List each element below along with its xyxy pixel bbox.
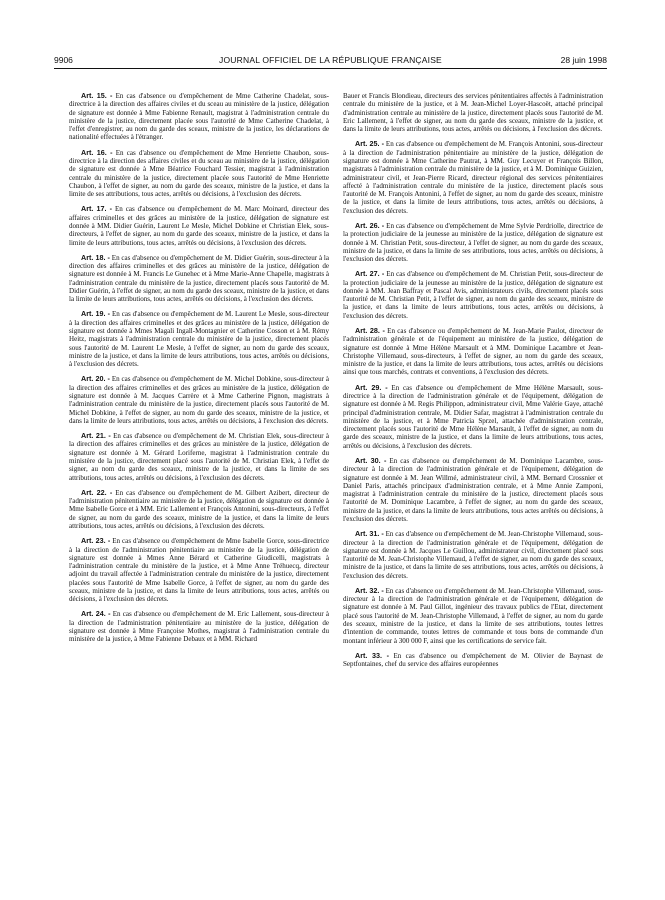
article-paragraph xyxy=(343,384,603,450)
article-text: En cas d'absence ou d'empêchement de Mme Sylvie Perdriolle, directrice de la protection judiciaire de la jeunesse au ministère de la justice, délégation de signature est donnée à M. Christian Petit, sous-directeur, à l'effet de signer, au nom du garde des sceaux, ministre de la justice, et dans la limite de ses attributions, tous actes, arrêtés ou décisions, à l'exclusion des décrets. xyxy=(343,221,603,264)
right-column xyxy=(343,92,603,892)
issue-date: 28 juin 1998 xyxy=(560,55,607,65)
article-paragraph xyxy=(69,537,329,603)
left-column xyxy=(69,92,329,892)
article-paragraph xyxy=(343,652,603,669)
article-text: En cas d'absence ou d'empêchement de M. Olivier de Baynast de Septfontaines, chef du service des affaires européennes xyxy=(343,651,603,669)
article-label: Art. 15. - xyxy=(81,92,113,100)
article-label: Art. 18. - xyxy=(81,252,110,262)
article-paragraph xyxy=(343,587,603,645)
article-text: En cas d'absence ou d'empêchement de M. Jean-Christophe Villemaud, sous-directeur à la direction de l'administration générale et de l'équipement, délégation de signature est donnée à M. Paul Gillot, ingénieur des travaux publics de l'Etat, directement placé sous l'autorité de M. Jean-Christophe Villemaud, à l'effet de signer, au nom du garde des sceaux, ministre de la justice, et dans la limite de ses attributions, toutes lettres d'intention de commande, toutes lettres de commande et tous bons de commande d'un montant inférieur à 300 000 F, ainsi que les certifications de service fait. xyxy=(343,586,603,645)
article-paragraph xyxy=(343,140,603,215)
article-text: En cas d'absence ou d'empêchement de Mme Henriette Chaubon, sous-directrice à la direction des affaires civiles et du sceau au ministère de la justice, délégation de signature est donnée à Mme Béatrice Fouchard Tessier, magistrat à l'administration centrale du ministère de la justice, directement placée sous l'autorité de Mme Henriette Chaubon, à l'effet de signer, au nom du garde des sceaux, ministre de la justice, et dans la limite de ses attributions, tous actes, arrêtés ou décisions, à l'exclusion des décrets. xyxy=(69,148,329,199)
page-number: 9906 xyxy=(54,55,73,65)
article-text: En cas d'absence ou d'empêchement de M. Gilbert Azibert, directeur de l'administration pénitentiaire au ministère de la justice, délégation de signature est donnée à Mme Isabelle Gorce et à MM. Eric Lallement et François Antonini, sous-directeurs, à l'effet de signer, au nom du garde des sceaux, ministre de la justice, et dans la limite de leurs attributions, tous actes, arrêtés ou décisions, à l'exclusion des décrets. xyxy=(69,488,329,530)
article-paragraph xyxy=(69,254,329,304)
article-label: Art. 33. - xyxy=(355,650,390,660)
article-text: En cas d'absence ou d'empêchement de M. François Antonini, sous-directeur à la direction de l'administration pénitentiaire au ministère de la justice, délégation de signature est donnée à Mme Catherine Pautrat, à MM. Guy Lecuyer et François Billon, magistrats à l'administration centrale du ministère de la justice, et à M. Dominique Guizien, administrateur civil, et Jean-Pierre Ricard, directeur régional des services pénitentiaires affecté à l'administration centrale du ministère de la justice, directement placés sous l'autorité de M. François Antonini, à l'effet de signer, au nom du garde des sceaux, ministre de la justice, et dans la limite de leurs attributions, tous actes, arrêtés ou décisions, à l'exclusion des décrets. xyxy=(343,140,603,215)
article-label: Art. 21. - xyxy=(81,431,111,441)
journal-title: JOURNAL OFFICIEL DE LA RÉPUBLIQUE FRANÇAISE xyxy=(219,55,442,65)
article-text: En cas d'absence ou d'empêchement de M. Didier Guérin, sous-directeur à la direction des affaires criminelles et des grâces au ministère de la justice, délégation de signature est donnée à M. Francis Le Gunehec et à Mme Marie-Anne Chapelle, magistrats à l'administration centrale du ministère de la justice, directement placés sous l'autorité de M. Didier Guérin, à l'effet de signer, au nom du garde des sceaux, ministre de la justice, et dans la limite de leurs attributions, tous actes, arrêtés ou décisions, à l'exclusion des décrets. xyxy=(69,253,329,304)
page-header xyxy=(54,55,607,67)
article-text: En cas d'absence ou d'empêchement de Mme Catherine Chadelat, sous-directrice à la direction des affaires civiles et du sceau au ministère de la justice, délégation de signature est donnée à Mme Fabienne Renault, magistrat à l'administration centrale du ministère de la justice, directement placée sous l'autorité de Mme Catherine Chadelat, à l'effet d'enregistrer, au nom du garde des sceaux, ministre de la justice, les déclarations de nationalité effectuées à l'étranger. xyxy=(69,92,329,142)
article-label: Art. 26. - xyxy=(355,220,385,230)
article-paragraph xyxy=(343,92,603,133)
article-label: Art. 28. - xyxy=(355,326,385,336)
article-text: En cas d'absence ou d'empêchement de Mme Isabelle Gorce, sous-directrice à la direction de l'administration pénitentiaire au ministère de la justice, délégation de signature est donnée à Mmes Anne Bérard et Catherine Giudicelli, magistrats à l'administration centrale du ministère de la justice, et à Mme Anne Tréhuecq, directeur adjoint du travail affectée à l'administration centrale du ministère de la justice, directement placées sous l'autorité de Mme Isabelle Gorce, à l'effet de signer, au nom du garde des sceaux, ministre de la justice, et dans la limite de leurs attributions, tous actes, arrêtés ou décisions, à l'exclusion des décrets. xyxy=(69,537,329,604)
article-text: En cas d'absence ou d'empêchement de M. Laurent Le Mesle, sous-directeur à la direction des affaires criminelles et des grâces au ministère de la justice, délégation de signature est donnée à Mmes Magali Ingall-Montagnier et Catherine Cosson et à M. Rémy Heitz, magistrats à l'administration centrale du ministère de la justice, directement placés sous l'autorité de M. Laurent Le Mesle, à l'effet de signer, au nom du garde des sceaux, ministre de la justice, et dans la limite de leurs attributions, tous actes, arrêtés ou décisions, à l'exclusion des décrets. xyxy=(69,310,329,369)
article-paragraph xyxy=(69,610,329,643)
article-paragraph xyxy=(69,489,329,530)
article-paragraph xyxy=(343,327,603,377)
article-text: Bauer et Francis Blondieau, directeurs des services pénitentiaires affectés à l'administration centrale du ministère de la justice, et à M. Jean-Michel Loyer-Hascoët, attaché principal d'administration centrale au ministère de la justice, directement placés sous l'autorité de M. Eric Lallement, à l'effet de signer, au nom du garde des sceaux, ministre de la justice, et dans la limite de leurs attributions, tous actes, arrêtés ou décisions, à l'exclusion des décrets. xyxy=(343,92,603,134)
article-label: Art. 27. - xyxy=(355,269,385,279)
article-label: Art. 30. - xyxy=(355,455,387,465)
article-paragraph xyxy=(69,310,329,368)
article-label: Art. 24. - xyxy=(81,609,111,619)
article-paragraph xyxy=(69,149,329,199)
article-paragraph xyxy=(343,457,603,523)
header-rule xyxy=(54,68,607,69)
article-text: En cas d'absence ou d'empêchement de M. Eric Lallement, sous-directeur à la direction de l'administration pénitentiaire au ministère de la justice, délégation de signature est donnée à Mme Françoise Mothes, magistrat à l'administration centrale du ministère de la justice, à Mme Fabienne Debaux et à MM. Richard xyxy=(69,610,329,644)
article-label: Art. 32. - xyxy=(355,585,384,595)
article-paragraph xyxy=(69,92,329,142)
article-text: En cas d'absence ou d'empêchement de M. Michel Dobkine, sous-directeur à la direction des affaires criminelles et des grâces au ministère de la justice, délégation de signature est donnée à M. Jacques Carrère et à Mme Catherine Pignon, magistrats à l'administration centrale du ministère de la justice, directement placés sous l'autorité de M. Michel Dobkine, à l'effet de signer, au nom du garde des sceaux, ministre de la justice, et dans la limite de leurs attributions, tous actes, arrêtés ou décisions, à l'exclusion des décrets. xyxy=(69,375,329,425)
article-label: Art. 29. - xyxy=(355,382,388,392)
article-label: Art. 20. - xyxy=(81,374,110,384)
article-paragraph xyxy=(69,205,329,246)
article-paragraph xyxy=(343,222,603,263)
article-label: Art. 22. - xyxy=(81,487,113,497)
article-label: Art. 19. - xyxy=(81,309,111,319)
article-paragraph xyxy=(69,432,329,482)
article-text: En cas d'absence ou d'empêchement de M. Jean-Christophe Villemaud, sous-directeur à la direction de l'administration générale et de l'équipement, délégation de signature est donnée à M. Jacques Le Guillou, administrateur civil, directement placé sous l'autorité de M. Jean-Christophe Villemaud, à l'effet de signer, au nom du garde des sceaux, ministre de la justice, et dans la limite de ses attributions, tous actes, arrêtés ou décisions, à l'exclusion des décrets. xyxy=(343,530,603,580)
article-paragraph xyxy=(69,375,329,425)
article-label: Art. 31. - xyxy=(355,529,384,539)
article-text: En cas d'absence ou d'empêchement de M. Christian Petit, sous-directeur de la protection judiciaire de la jeunesse au ministère de la justice, délégation de signature est donnée à MM. Jean Baffray et Pascal Avis, administrateurs civils, directement placés sous l'autorité de M. Christian Petit, à l'effet de signer, au nom du garde des sceaux, ministre de la justice, et dans la limite de leurs attributions, tous actes, arrêtés ou décisions, à l'exclusion des décrets. xyxy=(343,270,603,320)
article-paragraph xyxy=(343,270,603,320)
article-text: En cas d'absence ou d'empêchement de M. Dominique Lacambre, sous-directeur à la direction de l'administration générale et de l'équipement, délégation de signature est donnée à M. Jean Willmé, administrateur civil, à MM. Bernard Crossnier et Daniel Paris, attachés principaux d'administration centrale, et à Mme Annie Zamponi, magistrat à l'administration centrale du ministère de la justice, directement placés sous l'autorité de M. Dominique Lacambre, à l'effet de signer, au nom du garde des sceaux, ministre de la justice, et dans la limite de leurs attributions, tous actes arrêtés ou décisions, à l'exclusion des décrets. xyxy=(343,456,603,523)
article-text: En cas d'absence ou d'empêchement de M. Christian Elek, sous-directeur à la direction des affaires criminelles et des grâces au ministère de la justice, délégation de signature est donnée à M. Gérard Loriferne, magistrat à l'administration centrale du ministère de la justice, directement placé sous l'autorité de M. Christian Elek, à l'effet de signer, au nom du garde des sceaux, ministre de la justice, et dans la limite de ses attributions, tous actes, arrêtés ou décisions, à l'exclusion des décrets. xyxy=(69,432,329,482)
article-text: En cas d'absence ou d'empêchement de Mme Hélène Marsault, sous-directrice à la direction de l'administration générale et de l'équipement, délégation de signature est donnée à M. Regis Philippon, administrateur civil, Mme Valérie Gaye, attaché principal d'administration centrale, M. Didier Safar, magistrat à l'administration centrale du ministère de la justice, et à Mme Patricia Sprzel, attachée d'administration centrale, directement placés sous l'autorité de Mme Hélène Marsault, à l'effet de signer, au nom du garde des sceaux, ministre de la justice, et dans la limite de leurs attributions, tous actes, arrêtés ou décisions, à l'exclusion des décrets. xyxy=(343,383,603,450)
article-label: Art. 25. - xyxy=(355,139,384,149)
article-label: Art. 17. - xyxy=(81,204,113,214)
article-label: Art. 16. - xyxy=(81,147,113,157)
article-label: Art. 23. - xyxy=(81,536,111,546)
article-text: En cas d'absence ou d'empêchement de M. Jean-Marie Paulot, directeur de l'administration générale et de l'équipement au ministère de la justice, délégation de signature est donnée à Mme Hélène Marsault et à MM. Dominique Lacambre et Jean-Christophe Villemaud, sous-directeurs, à l'effet de signer, au nom du garde des sceaux, ministre de la justice, et dans la limite de leurs attributions, tous actes, arrêtés ou décisions ainsi que tous marchés, contrats et conventions, à l'exclusion des décrets. xyxy=(343,327,603,377)
article-paragraph xyxy=(343,530,603,580)
article-text: En cas d'absence ou d'empêchement de M. Marc Moinard, directeur des affaires criminelles et des grâces au ministère de la justice, délégation de signature est donnée à MM. Didier Guérin, Laurent Le Mesle, Michel Dobkine et Christian Elek, sous-directeurs, à l'effet de signer, au nom du garde des sceaux, ministre de la justice, et dans la limite de leurs attributions, tous actes, arrêtés ou décisions, à l'exclusion des décrets. xyxy=(69,205,329,247)
